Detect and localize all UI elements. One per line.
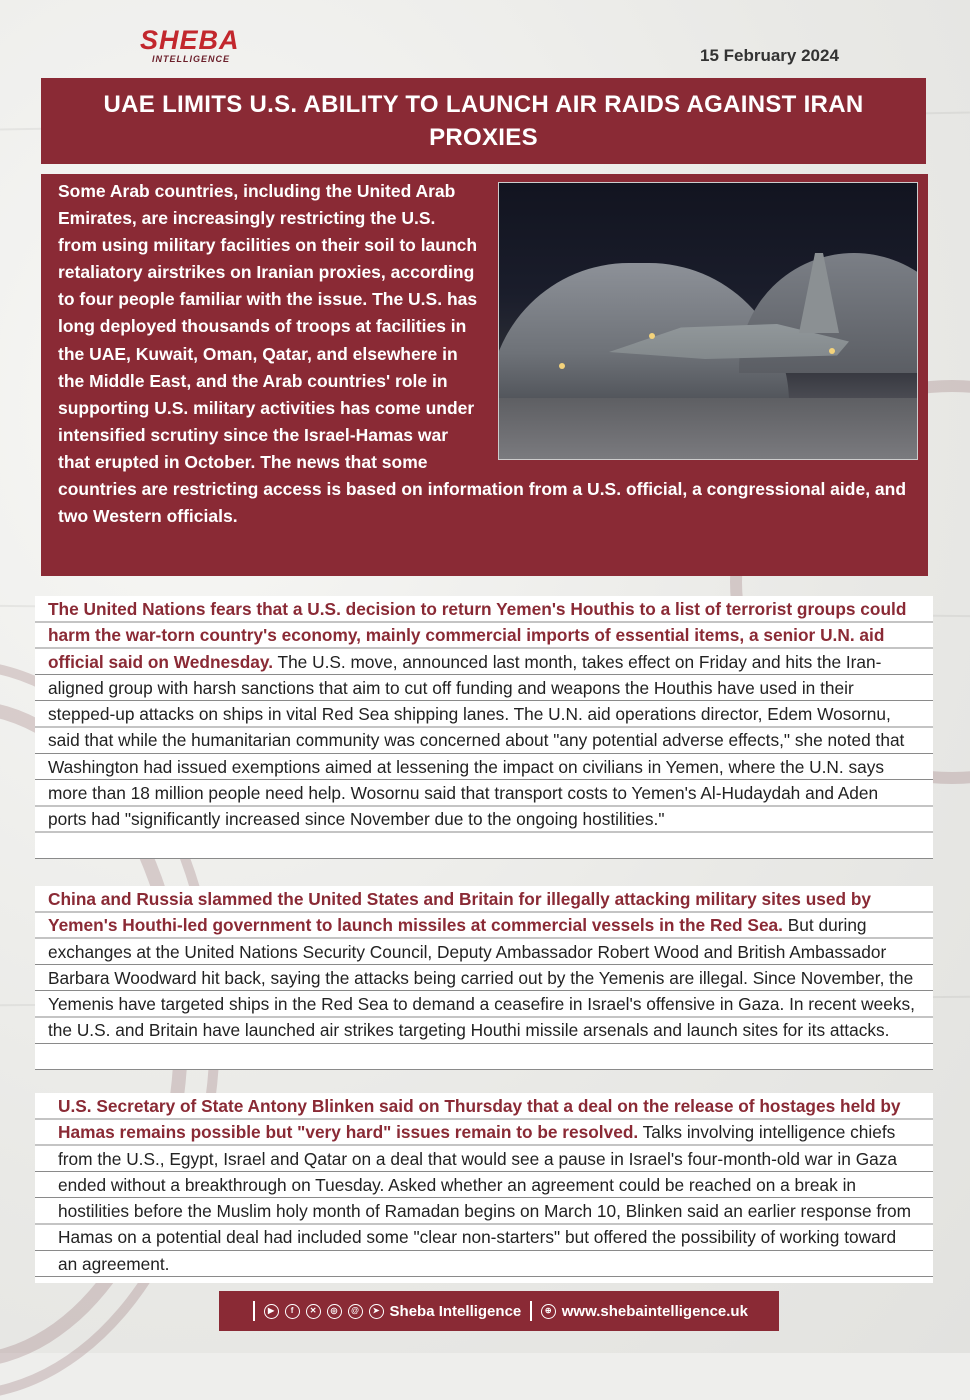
sheba-logo (140, 26, 240, 64)
article-1-highlight: The United Nations fears that a U.S. decision to return Yemen's Houthis to a list of terrorist groups could harm the war-torn country's economy, mainly commercial imports of essential items, a senior U.N. aid official said on Wednesday. (48, 599, 907, 672)
headline-banner (41, 78, 926, 164)
youtube-icon[interactable]: ▶ (264, 1304, 279, 1319)
globe-icon: ⊕ (541, 1304, 556, 1319)
article-1-body: The U.S. move, announced last month, takes effect on Friday and hits the Iran-aligned group with harsh sanctions that aim to cut off funding and weapons the Houthis have used in their stepped-up attacks on ships in vital Red Sea shipping lanes. The U.N. aid operations director, Edem Wosornu, said that while the humanitarian community was concerned about "any potential adverse effects," she noted that Washington had issued exemptions aimed at lessening the impact on civilians in Yemen, where the U.N. says more than 18 million people need help. Wosornu said that transport costs to Yemen's Al-Hudaydah and Aden ports had "significantly increased since November due to the ongoing hostilities." (48, 651, 905, 830)
logo-tagline: INTELLIGENCE (152, 54, 231, 64)
photo-light (829, 348, 835, 354)
footer-divider (530, 1301, 532, 1321)
headline: UAE LIMITS U.S. ABILITY TO LAUNCH AIR RAIDS AGAINST IRAN PROXIES (103, 91, 864, 151)
fighter-jet-photo (498, 182, 918, 460)
photo-tarmac (499, 398, 917, 459)
publication-date: 15 February 2024 (700, 46, 839, 65)
article-3 (58, 1093, 918, 1277)
x-icon[interactable]: ✕ (306, 1304, 321, 1319)
article-1 (48, 596, 918, 833)
footer-website-link[interactable]: www.shebaintelligence.uk (561, 1302, 748, 1320)
article-2-highlight: China and Russia slammed the United States and Britain for illegally attacking military sites used by Yemen's Houthi-led government to launch missiles at commercial vessels in the Red Sea. (48, 889, 872, 936)
footer-brand-name: Sheba Intelligence (389, 1302, 522, 1320)
telegram-icon[interactable]: ➤ (369, 1304, 384, 1319)
photo-light (649, 333, 655, 339)
article-3-highlight: U.S. Secretary of State Antony Blinken said on Thursday that a deal on the release of hostages held by Hamas remains possible but "very hard" issues remain to be resolved. (58, 1096, 901, 1143)
photo-light (559, 363, 565, 369)
article-2 (48, 886, 918, 1044)
footer-divider (253, 1301, 255, 1321)
logo-text: SHEBA (140, 25, 240, 55)
footer-bar (219, 1291, 779, 1331)
article-2-body: But during exchanges at the United Nations Security Council, Deputy Ambassador Robert Wood and British Ambassador Barbara Woodward hit back, saying the attacks being carried out by the Yemenis are illegal. Since November, the Yemenis have targeted ships in the Red Sea to demand a ceasefire in Israel's offensive in Gaza. In recent weeks, the U.S. and Britain have launched air strikes targeting Houthi missile arsenals and launch sites for its attacks. (48, 915, 915, 1041)
facebook-icon[interactable]: f (285, 1304, 300, 1319)
article-3-body: Talks involving intelligence chiefs from the U.S., Egypt, Israel and Qatar on a deal that would see a pause in Israel's four-month-old war in Gaza ended without a breakthrough on Tuesday. Asked whether an agreement could be reached on a break in hostilities before the Muslim holy month of Ramadan begins on March 10, Blinken said an earlier response from Hamas on a potential deal had included some "clear non-starters" but offered the possibility of working toward an agreement. (58, 1122, 911, 1274)
lead-text: Some Arab countries, including the United Arab Emirates, are increasingly restricting the U.S. from using military facilities on their soil to launch retaliatory airstrikes on Iranian proxies, according to four people familiar with the issue. The U.S. has long deployed thousands of troops at facilities in the UAE, Kuwait, Oman, Qatar, and elsewhere in the Middle East, and the Arab countries' role in supporting U.S. military activities has come under intensified scrutiny since the Israel-Hamas war that erupted in October. The news that some countries are restricting access is based on information from a U.S. official, a congressional aide, and two Western officials. (58, 181, 907, 527)
instagram-icon[interactable]: ◎ (327, 1304, 342, 1319)
threads-icon[interactable]: @ (348, 1304, 363, 1319)
